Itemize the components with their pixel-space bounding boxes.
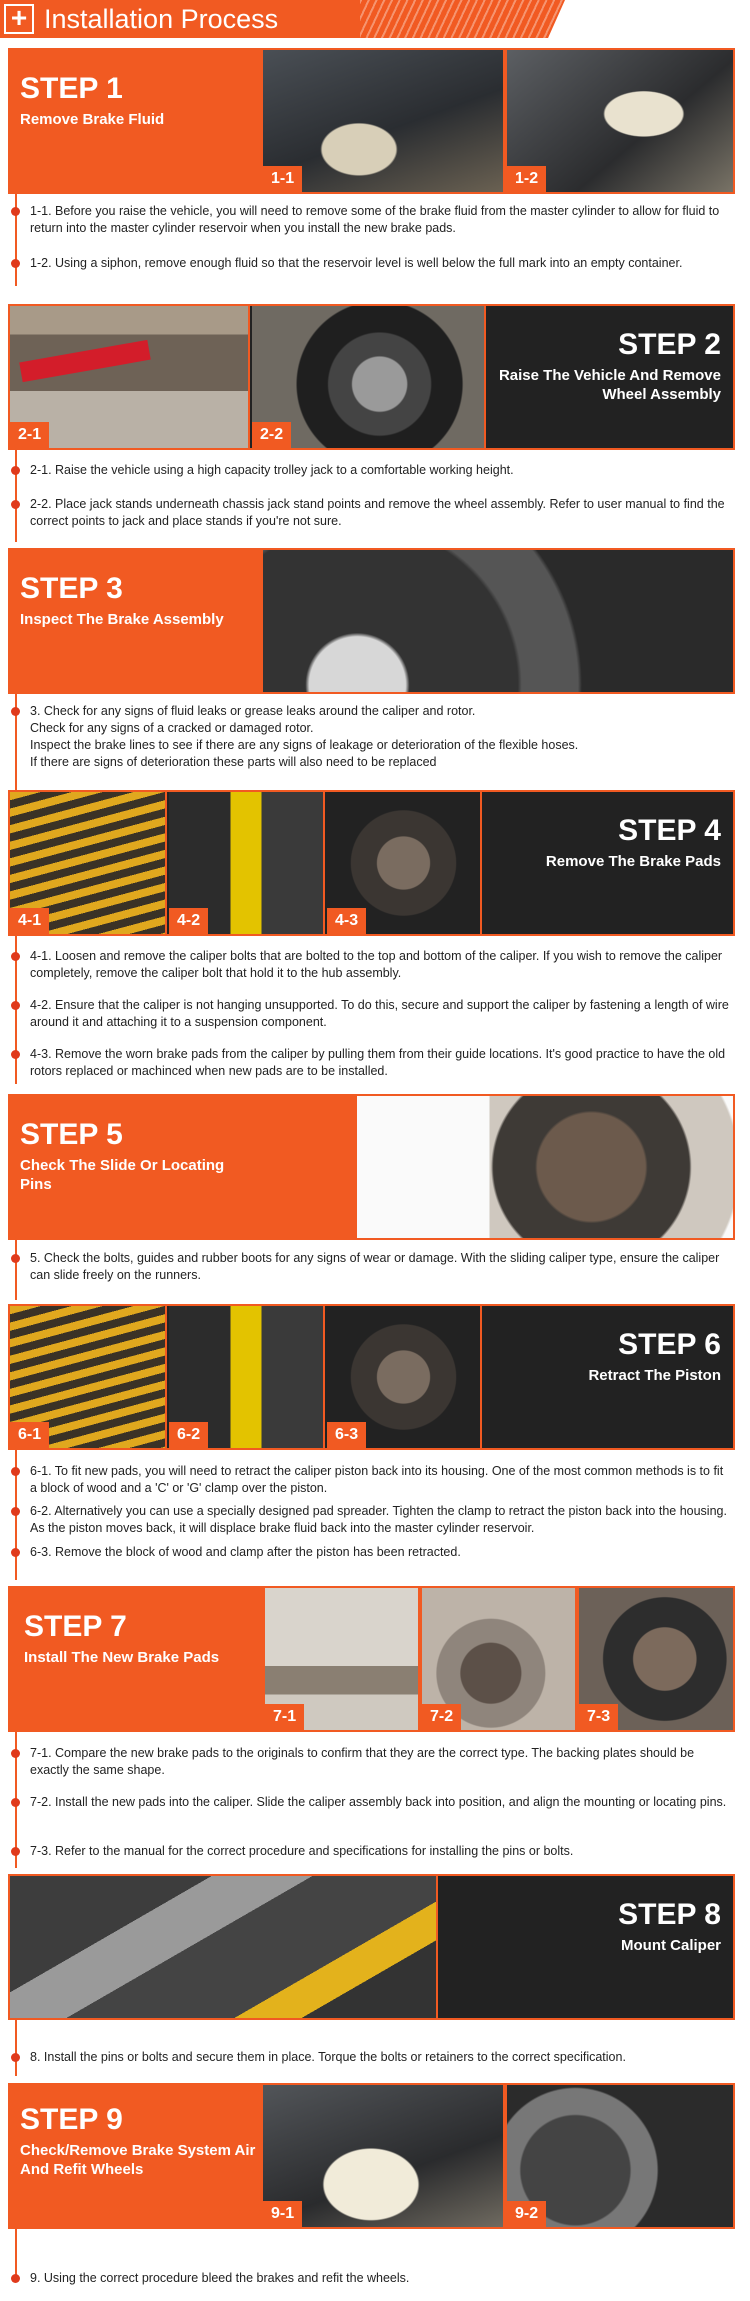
step-5-name: Check The Slide Or Locating Pins: [20, 1157, 225, 1193]
step-7-name: Install The New Brake Pads: [24, 1649, 220, 1666]
photo-tag: 7-2: [422, 1704, 461, 1730]
step-2-name: Raise The Vehicle And Remove Wheel Assembly: [498, 367, 721, 403]
step-7-titlebox: [24, 1588, 264, 1730]
step-2-para-1: 2-1. Raise the vehicle using a high capacity trolley jack to a comfortable working height.: [30, 462, 730, 479]
step-8-banner: [8, 1874, 735, 2020]
step-1-photo-2: [507, 50, 735, 192]
step-9-photo-2: [507, 2085, 735, 2227]
timeline-line: [15, 2229, 17, 2279]
step-3-line-4: If there are signs of deterioration these parts will also need to be replaced: [30, 755, 437, 769]
step-4-name: Remove The Brake Pads: [545, 853, 721, 870]
step-1-para-1: 1-1. Before you raise the vehicle, you will need to remove some of the brake fluid from the master cylinder to allow for fluid to return into the master cylinder reservoir when you install the new brake pads.: [30, 203, 730, 237]
step-3-name: Inspect The Brake Assembly: [20, 611, 224, 628]
step-1-titlebox: [20, 50, 260, 192]
photo-tag: 6-1: [10, 1422, 49, 1448]
photo-tag: 1-1: [263, 166, 302, 192]
step-6-photo-3: [327, 1306, 482, 1448]
step-7-banner: [8, 1586, 735, 1732]
step-8-para-1: 8. Install the pins or bolts and secure them in place. Torque the bolts or retainers to the correct specification.: [30, 2049, 730, 2066]
plus-icon: +: [4, 4, 34, 34]
step-3-banner: [8, 548, 735, 694]
step-6-banner: [8, 1304, 735, 1450]
step-5-photo: [357, 1096, 735, 1238]
step-1-photo-1: [263, 50, 505, 192]
photo-tag: 4-3: [327, 908, 366, 934]
step-6-para-3: 6-3. Remove the block of wood and clamp after the piston has been retracted.: [30, 1544, 730, 1561]
photo-tag: 9-1: [263, 2201, 302, 2227]
step-1-banner: [8, 48, 735, 194]
step-7-photo-2: [422, 1588, 577, 1730]
step-8-photo: [10, 1876, 438, 2018]
photo-tag: 1-2: [507, 166, 546, 192]
photo-tag: 4-2: [169, 908, 208, 934]
step-9-para-1: 9. Using the correct procedure bleed the brakes and refit the wheels.: [30, 2270, 730, 2287]
step-4-number: STEP 4: [618, 814, 721, 847]
step-4-photo-1: [10, 792, 167, 934]
photo-tag: 7-3: [579, 1704, 618, 1730]
photo-tag: 2-2: [252, 422, 291, 448]
step-1-para-2: 1-2. Using a siphon, remove enough fluid so that the reservoir level is well below the full mark into an empty container.: [30, 255, 730, 272]
step-5-number: STEP 5: [20, 1118, 123, 1151]
photo-tag: 6-2: [169, 1422, 208, 1448]
step-3-line-2: Check for any signs of a cracked or damaged rotor.: [30, 721, 314, 735]
step-6-para-2: 6-2. Alternatively you can use a specially designed pad spreader. Tighten the clamp to retract the piston back into the housing. As the piston moves back, it will displace brake fluid back into the master cylinder reservoir.: [30, 1503, 730, 1537]
step-7-number: STEP 7: [24, 1610, 127, 1643]
step-2-photo-2: [252, 306, 486, 448]
step-6-name: Retract The Piston: [588, 1367, 721, 1384]
step-4-banner: [8, 790, 735, 936]
step-1-number: STEP 1: [20, 72, 123, 105]
step-4-titlebox: [491, 792, 721, 934]
photo-tag: 9-2: [507, 2201, 546, 2227]
step-7-photo-1: [265, 1588, 420, 1730]
step-4-photo-3: [327, 792, 482, 934]
jack-shape: [19, 340, 150, 382]
step-9-name: Check/Remove Brake System Air And Refit Wheels: [20, 2142, 256, 2178]
step-2-titlebox: [491, 306, 721, 448]
timeline-line: [15, 2020, 17, 2076]
photo-tag: 7-1: [265, 1704, 304, 1730]
step-8-number: STEP 8: [618, 1898, 721, 1931]
step-4-para-2: 4-2. Ensure that the caliper is not hanging unsupported. To do this, secure and support the caliper by fastening a length of wire around it and attaching it to a suspension component.: [30, 998, 729, 1029]
timeline-line: [15, 450, 17, 542]
step-7-para-1: 7-1. Compare the new brake pads to the originals to confirm that they are the correct type. The backing plates should be exactly the same shape.: [30, 1745, 730, 1779]
step-9-titlebox: [20, 2085, 260, 2227]
step-7-photo-3: [579, 1588, 735, 1730]
step-9-banner: [8, 2083, 735, 2229]
step-7-para-2: 7-2. Install the new pads into the caliper. Slide the caliper assembly back into position, and align the mounting or locating pins.: [30, 1794, 730, 1811]
step-4-para-1: 4-1. Loosen and remove the caliper bolts that are bolted to the top and bottom of the caliper. If you wish to remove the caliper completely, remove the caliper bolt that hold it to the hub assembly.: [30, 948, 730, 982]
page-header: [0, 0, 750, 38]
page-title: Installation Process: [44, 4, 279, 34]
step-6-para-1: 6-1. To fit new pads, you will need to retract the caliper piston back into its housing. One of the most common methods is to fit a block of wood and a 'C' or 'G' clamp over the piston.: [30, 1463, 730, 1497]
step-3-number: STEP 3: [20, 572, 123, 605]
step-5-banner: [8, 1094, 735, 1240]
timeline-line: [15, 1240, 17, 1300]
step-7-para-3: 7-3. Refer to the manual for the correct procedure and specifications for installing the pins or bolts.: [30, 1843, 730, 1860]
step-9-number: STEP 9: [20, 2103, 123, 2136]
step-2-number: STEP 2: [618, 328, 721, 361]
step-8-titlebox: [491, 1876, 721, 2018]
step-2-photo-1: [10, 306, 250, 448]
step-6-photo-2: [169, 1306, 325, 1448]
photo-tag: 6-3: [327, 1422, 366, 1448]
step-1-name: Remove Brake Fluid: [20, 111, 165, 128]
step-2-banner: [8, 304, 735, 450]
step-6-number: STEP 6: [618, 1328, 721, 1361]
step-4-photo-2: [169, 792, 325, 934]
step-4-para-3: 4-3. Remove the worn brake pads from the caliper by pulling them from their guide locations. It's good practice to have the old rotors replaced or machinced when new pads are to be installed.: [30, 1046, 730, 1080]
photo-tag: 4-1: [10, 908, 49, 934]
step-6-photo-1: [10, 1306, 167, 1448]
header-stripes: [360, 0, 570, 38]
step-3-line-3: Inspect the brake lines to see if there are any signs of leakage or deterioration of the flexible hoses.: [30, 738, 579, 752]
step-5-titlebox: [20, 1096, 240, 1238]
step-9-photo-1: [263, 2085, 505, 2227]
step-2-para-2: 2-2. Place jack stands underneath chassis jack stand points and remove the wheel assembly. Refer to user manual to find the correct points to jack and place stands if you're not sure.: [30, 496, 730, 530]
step-3-titlebox: [20, 550, 260, 692]
step-8-name: Mount Caliper: [621, 1937, 721, 1954]
step-5-para-1: 5. Check the bolts, guides and rubber boots for any signs of wear or damage. With the sliding caliper type, ensure the caliper can slide freely on the runners.: [30, 1250, 730, 1284]
step-3-line-1: 3. Check for any signs of fluid leaks or grease leaks around the caliper and rotor.: [30, 703, 730, 720]
photo-tag: 2-1: [10, 422, 49, 448]
step-6-titlebox: [491, 1306, 721, 1448]
step-3-photo: [263, 550, 735, 692]
